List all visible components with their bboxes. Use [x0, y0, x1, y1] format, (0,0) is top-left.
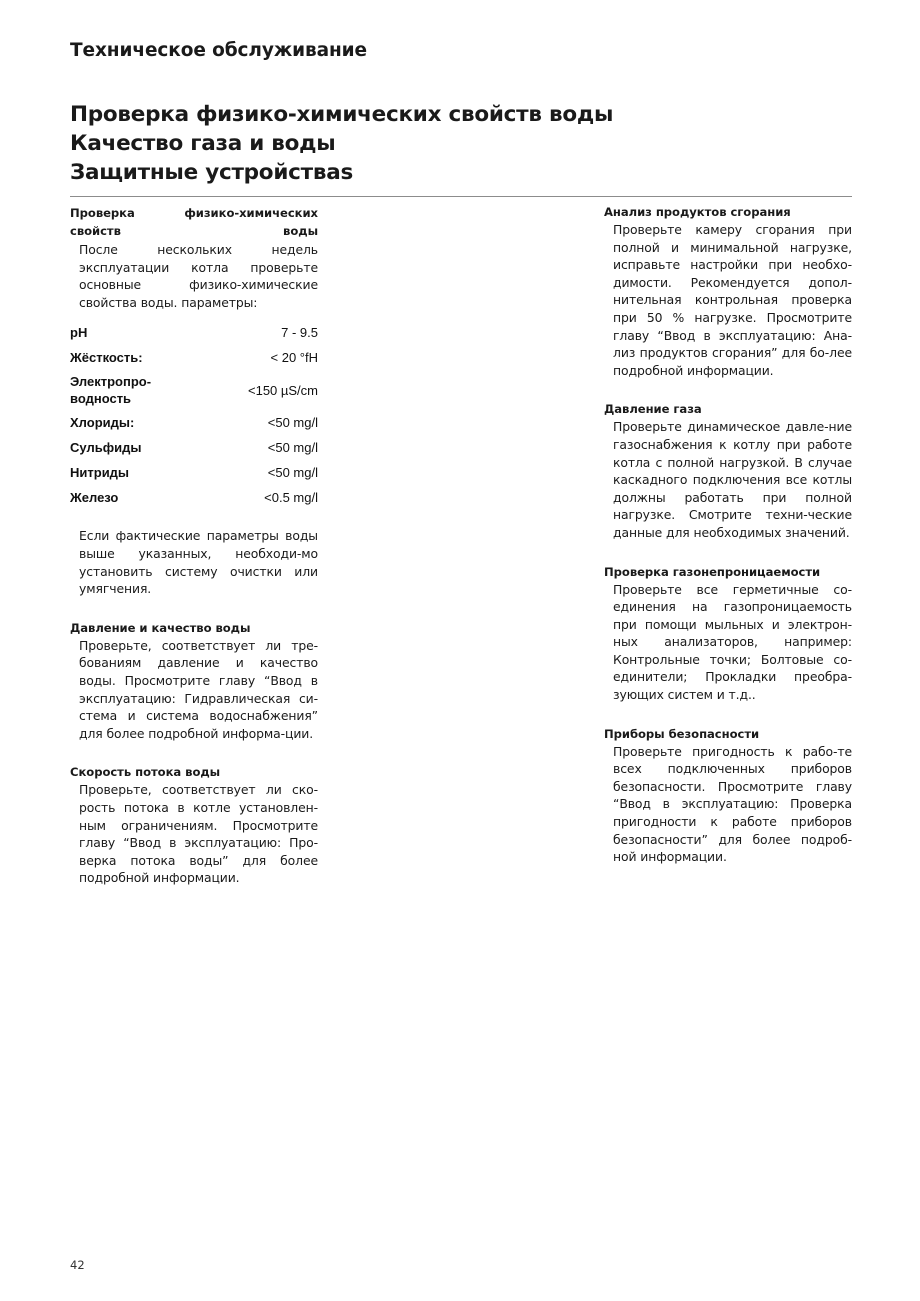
param-name-nitrides: Нитриды: [70, 465, 130, 481]
param-name-iron: Железо: [70, 490, 119, 506]
section-water-pressure-quality: [70, 620, 318, 743]
param-name-conductivity-line-2: водность: [70, 391, 132, 407]
section-heading-combustion-analysis: Анализ продуктов сгорания: [604, 205, 791, 219]
paragraph-gas-pressure: Проверьте динамическое давле-ние газоснабжения к котлу при работе котла с полной нагрузкой. В случае каскадного подключения все котлы должны работать при полной нагрузке. Смотрите техни-ческие данные для необходимых значений.: [613, 419, 852, 540]
paragraph-combustion-analysis: Проверьте камеру сгорания при полной и минимальной нагрузке, исправьте настройки при необхо-димости. Рекомендуется допол-нительная контрольная проверка при 50 % нагрузке. Просмотрите главу “Ввод в эксплуатацию: Ана-лиз продуктов сгорания” для бо-лее подробной информации.: [613, 222, 852, 378]
running-header: Техническое обслуживание: [70, 40, 367, 61]
param-name-conductivity-line-1: Электропро-: [70, 374, 152, 390]
paragraph-gas-tightness-check: Проверьте все герметичные со-единения на газопроницаемость при помощи мыльных и электрон-ных анализаторов, например: Контрольные точки; Болтовые со-единители; Прокладки преобра-зующих систем и т.д..: [613, 581, 852, 703]
page-title: [70, 100, 852, 187]
table-row: [70, 435, 318, 460]
page-title-line-3: Защитные устройстваs: [70, 160, 354, 185]
table-row: [70, 460, 318, 485]
param-name-hardness: Жёсткость:: [70, 350, 143, 366]
table-row: [70, 410, 318, 435]
table-row: [70, 320, 318, 345]
page-title-line-2: Качество газа и воды: [70, 131, 336, 156]
table-row: [70, 485, 318, 510]
page-number: 42: [70, 1258, 85, 1272]
two-column-body: [70, 204, 852, 964]
right-column: [604, 204, 852, 866]
param-value-conductivity: <150 µS/cm: [248, 382, 318, 398]
section-heading-water-pressure-quality: Давление и качество воды: [70, 620, 251, 635]
section-heading-gas-tightness-check: Проверка газонепроницаемости: [604, 564, 821, 579]
param-value-hardness: < 20 °fH: [270, 350, 318, 366]
param-name-chlorides: Хлориды:: [70, 415, 135, 431]
paragraph-safety-devices: Проверьте пригодность к рабо-те всех подключенных приборов безопасности. Просмотрите главу “Ввод в эксплуатацию: Проверка пригодности к работе приборов безопасности” для более подроб-ной информации.: [613, 743, 852, 865]
section-heading-water-flow-rate: Скорость потока воды: [70, 765, 221, 780]
water-parameters-table: [70, 320, 318, 510]
param-value-chlorides: <50 mg/l: [267, 415, 318, 431]
section-combustion-analysis: [604, 204, 852, 379]
paragraph-water-flow-rate: Проверьте, соответствует ли ско-рость потока в котле установлен-ным ограничениям. Просмотрите главу “Ввод в эксплуатацию: Про-верка потока воды” для более подробной информации.: [79, 782, 318, 886]
section-heading-water-properties: Проверка физико-химических свойств воды: [70, 206, 318, 238]
paragraph-after-table: Если фактические параметры воды выше указанных, необходи-мо установить систему очистки или умягчения.: [79, 528, 318, 597]
param-value-ph: 7 - 9.5: [281, 325, 318, 341]
section-water-flow-rate: [70, 764, 318, 887]
section-heading-gas-pressure: Давление газа: [604, 402, 702, 417]
header-divider: [70, 196, 852, 197]
page-title-line-1: Проверка физико-химических свойств воды: [70, 102, 614, 127]
param-name-conductivity: [70, 370, 202, 410]
table-row: [70, 345, 318, 370]
section-safety-devices: [604, 726, 852, 866]
section-heading-safety-devices: Приборы безопасности: [604, 726, 760, 741]
paragraph-water-properties-intro: После нескольких недель эксплуатации котла проверьте основные физико-химические свойства воды. параметры:: [79, 242, 318, 310]
param-value-iron: <0.5 mg/l: [264, 490, 318, 506]
table-row: [70, 370, 318, 410]
param-value-sulphides: <50 mg/l: [267, 440, 318, 456]
section-gas-tightness-check: [604, 564, 852, 704]
param-value-nitrides: <50 mg/l: [267, 465, 318, 481]
section-gas-pressure: [604, 401, 852, 541]
section-water-properties: [70, 204, 318, 510]
paragraph-water-pressure-quality: Проверьте, соответствует ли тре-бованиям давление и качество воды. Просмотрите главу “Ввод в эксплуатацию: Гидравлическая си-стема и система водоснабжения” для более подробной информа-ции.: [79, 637, 318, 741]
param-name-sulphides: Сульфиды: [70, 440, 142, 456]
left-column: [70, 204, 318, 887]
param-name-ph: pH: [70, 325, 88, 341]
